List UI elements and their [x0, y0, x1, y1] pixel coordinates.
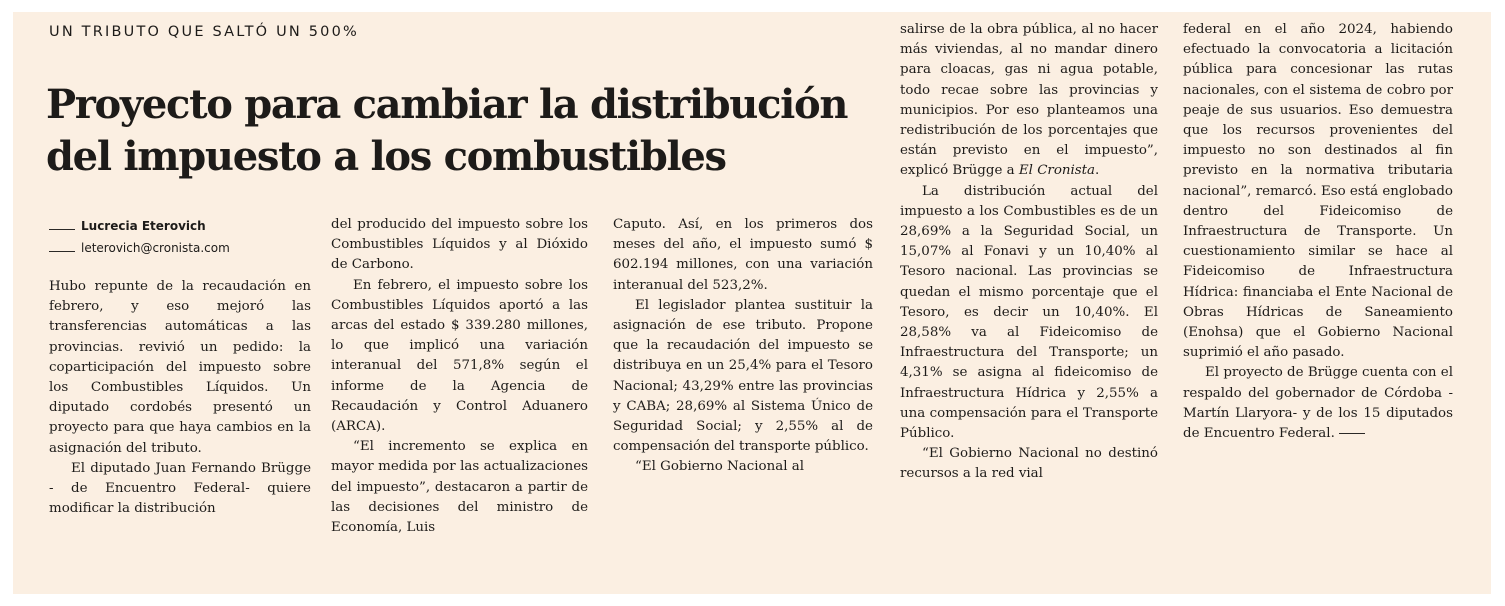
article-column-5: [1183, 20, 1453, 444]
byline-dash: [49, 229, 75, 230]
paragraph: El diputado Juan Fernando Brügge - de Encuentro Federal- quiere modificar la distribución: [49, 460, 311, 517]
article-page: [13, 12, 1491, 594]
author-email[interactable]: leterovich@cronista.com: [81, 241, 230, 255]
byline-email-row: [49, 237, 230, 259]
article-column-3: [613, 215, 873, 478]
article-column-1: [49, 277, 311, 519]
paragraph: [900, 20, 1158, 182]
byline-author-row: [49, 215, 230, 237]
paragraph-text: salirse de la obra pública, al no hacer más viviendas, al no mandar dinero para cloacas, gas ni agua potable, todo recae sobre las provincias y municipios. Por eso planteamos una redistribución de los porcentajes que están previsto en el impuesto”, explicó Brügge a: [900, 22, 1158, 179]
author-name: Lucrecia Eterovich: [81, 219, 206, 233]
paragraph: del producido del impuesto sobre los Combustibles Líquidos y al Dióxido de Carbono.: [331, 217, 588, 273]
byline-dash: [49, 251, 75, 252]
paragraph-end: .: [1095, 163, 1100, 179]
paragraph: federal en el año 2024, habiendo efectuado la convocatoria a licitación pública para concesionar las rutas nacionales, con el sistema de cobro por peaje de sus usuarios. Eso demuestra que los recursos provenientes del impuesto no son destinados al fin previsto en la normativa tributaria nacional”, remarcó. Eso está englobado dentro del Fideicomiso de Infraestructura de Transporte. Un cuestionamiento similar se hace al Fideicomiso de Infraestructura Hídrica: financiaba el Ente Nacional de Obras Hídricas de Saneamiento (Enohsa) que el Gobierno Nacional suprimió el año pasado.: [1183, 22, 1453, 361]
kicker: UN TRIBUTO QUE SALTÓ UN 500%: [49, 24, 359, 40]
paragraph: Hubo repunte de la recaudación en febrero, y eso mejoró las transferencias automáticas a las provincias. revivió un pedido: la coparticipación del impuesto sobre los Combustibles Líquidos. Un diputado cordobés presentó un proyecto para que haya cambios en la asignación del tributo.: [49, 279, 311, 456]
headline: [46, 79, 856, 183]
publication-name: El Cronista: [1018, 163, 1096, 179]
paragraph: [1183, 363, 1453, 444]
headline-line-1: Proyecto para cambiar la distribución: [46, 81, 848, 128]
byline: [49, 215, 230, 259]
article-column-2: [331, 215, 588, 538]
article-column-4: [900, 20, 1158, 485]
paragraph: “El Gobierno Nacional al: [635, 459, 804, 475]
paragraph: “El incremento se explica en mayor medida por las actualizaciones del impuesto”, destacaron a partir de las decisiones del ministro de Economía, Luis: [331, 439, 588, 536]
end-of-article-mark: [1339, 433, 1365, 434]
headline-line-2: del impuesto a los combustibles: [46, 133, 726, 180]
paragraph: Caputo. Así, en los primeros dos meses del año, el impuesto sumó $ 602.194 millones, con una variación interanual del 523,2%.: [613, 217, 873, 293]
paragraph: El legislador plantea sustituir la asignación de ese tributo. Propone que la recaudación del impuesto se distribuya en un 25,4% para el Tesoro Nacional; 43,29% entre las provincias y CABA; 28,69% al Sistema Único de Seguridad Social; y 2,55% al de compensación del transporte público.: [613, 297, 873, 455]
paragraph: La distribución actual del impuesto a los Combustibles es de un 28,69% a la Seguridad Social, un 15,07% al Fonavi y un 10,40% al Tesoro nacional. Las provincias se quedan el mismo porcentaje que el Tesoro, es decir un 10,40%. El 28,58% va al Fideicomiso de Infraestructura del Transporte; un 4,31% se asigna al fideicomiso de Infraestructura Hídrica y 2,55% a una compensación para el Transporte Público.: [900, 183, 1158, 442]
paragraph-text: El proyecto de Brügge cuenta con el respaldo del gobernador de Córdoba -Martín Llaryora- y de los 15 diputados de Encuentro Federal.: [1183, 365, 1453, 442]
paragraph: “El Gobierno Nacional no destinó recursos a la red vial: [900, 446, 1158, 482]
paragraph: En febrero, el impuesto sobre los Combustibles Líquidos aportó a las arcas del estado $ 339.280 millones, lo que implicó una variación interanual del 571,8% según el informe de la Agencia de Recaudación y Control Aduanero (ARCA).: [331, 277, 588, 435]
